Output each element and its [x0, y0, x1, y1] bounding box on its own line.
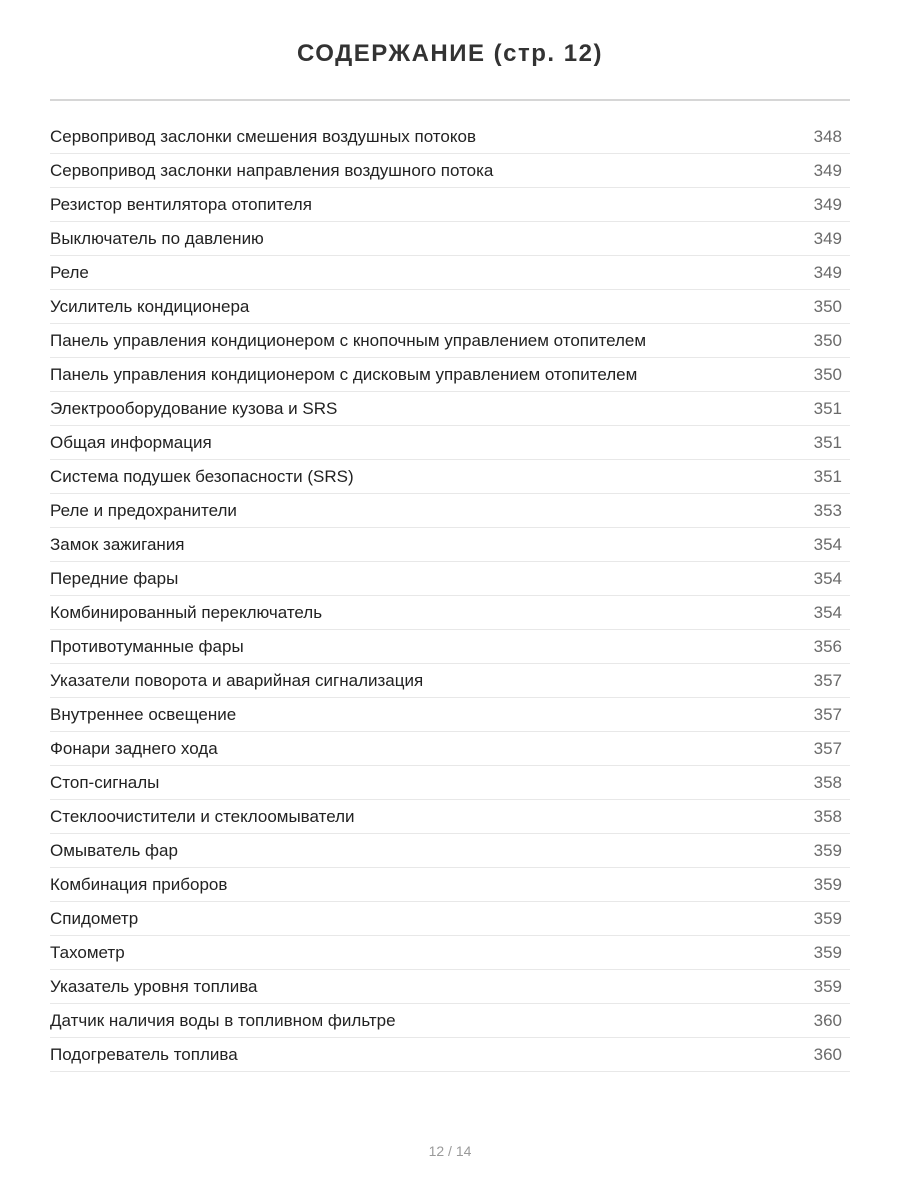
toc-entry-page-number[interactable]: 358 [813, 806, 842, 826]
toc-entry-title[interactable]: Противотуманные фары [50, 636, 244, 656]
toc-entry[interactable] [50, 664, 850, 698]
toc-entry-title[interactable]: Сервопривод заслонки направления воздушного потока [50, 160, 494, 180]
toc-entry-page-number[interactable]: 359 [813, 976, 842, 996]
page-indicator: 12 / 14 [428, 1143, 472, 1159]
toc-entry-title[interactable]: Подогреватель топлива [50, 1044, 238, 1064]
toc-entry-title[interactable]: Панель управления кондиционером с кнопочным управлением отопителем [50, 330, 647, 350]
toc-entry-page-number[interactable]: 349 [813, 228, 842, 248]
toc-entry-title[interactable]: Выключатель по давлению [50, 228, 264, 248]
toc-entry-page-number[interactable]: 360 [813, 1010, 842, 1030]
toc-entry-title[interactable]: Передние фары [50, 568, 179, 588]
toc-entry-page-number[interactable]: 350 [813, 364, 842, 384]
toc-entry-title[interactable]: Внутреннее освещение [50, 704, 237, 724]
toc-entry[interactable] [50, 426, 850, 460]
toc-entry[interactable] [50, 460, 850, 494]
toc-entry-title[interactable]: Указатель уровня топлива [50, 976, 258, 996]
toc-entry-title[interactable]: Электрооборудование кузова и SRS [50, 398, 338, 418]
toc-entry-title[interactable]: Тахометр [50, 942, 125, 962]
toc-entry-title[interactable]: Стеклоочистители и стеклоомыватели [50, 806, 355, 826]
toc-entry-page-number[interactable]: 359 [813, 874, 842, 894]
toc-entry-title[interactable]: Панель управления кондиционером с дисковым управлением отопителем [50, 364, 638, 384]
toc-entry-title[interactable]: Реле [50, 262, 89, 282]
toc-entry[interactable] [50, 120, 850, 154]
toc-entry[interactable] [50, 868, 850, 902]
toc-entry[interactable] [50, 970, 850, 1004]
toc-entry-title[interactable]: Фонари заднего хода [50, 738, 218, 758]
toc-entry-page-number[interactable]: 349 [813, 262, 842, 282]
toc-entry-page-number[interactable]: 359 [813, 942, 842, 962]
toc-entry-page-number[interactable]: 359 [813, 908, 842, 928]
toc-entry-title[interactable]: Сервопривод заслонки смешения воздушных потоков [50, 126, 476, 146]
toc-entry-page-number[interactable]: 351 [813, 398, 842, 418]
toc-entry[interactable] [50, 596, 850, 630]
toc-entry-page-number[interactable]: 351 [813, 466, 842, 486]
toc-entry[interactable] [50, 494, 850, 528]
toc-entry-page-number[interactable]: 349 [813, 194, 842, 214]
toc-entry[interactable] [50, 154, 850, 188]
toc-entry[interactable] [50, 732, 850, 766]
toc-entry-page-number[interactable]: 353 [813, 500, 842, 520]
toc-entry-page-number[interactable]: 359 [813, 840, 842, 860]
toc-entry[interactable] [50, 324, 850, 358]
toc-entry-title[interactable]: Спидометр [50, 908, 139, 928]
toc-entry[interactable] [50, 630, 850, 664]
toc-entry[interactable] [50, 1038, 850, 1072]
toc-entry-page-number[interactable]: 357 [813, 670, 842, 690]
toc-entry-page-number[interactable]: 354 [813, 568, 842, 588]
toc-entry[interactable] [50, 222, 850, 256]
toc-entry-title[interactable]: Омыватель фар [50, 840, 178, 860]
toc-entry-title[interactable]: Усилитель кондиционера [50, 296, 250, 316]
toc-entry-page-number[interactable]: 357 [813, 738, 842, 758]
toc-entry[interactable] [50, 936, 850, 970]
toc-entry-page-number[interactable]: 349 [813, 160, 842, 180]
title-divider [50, 99, 850, 101]
toc-entry[interactable] [50, 358, 850, 392]
toc-entry-page-number[interactable]: 350 [813, 330, 842, 350]
toc-entry[interactable] [50, 698, 850, 732]
toc-entry[interactable] [50, 834, 850, 868]
toc-entry-page-number[interactable]: 351 [813, 432, 842, 452]
toc-entry-title[interactable]: Датчик наличия воды в топливном фильтре [50, 1010, 396, 1030]
toc-entry[interactable] [50, 902, 850, 936]
toc-entry[interactable] [50, 290, 850, 324]
toc-entry[interactable] [50, 256, 850, 290]
toc-entry-title[interactable]: Реле и предохранители [50, 500, 237, 520]
toc-entry-title[interactable]: Указатели поворота и аварийная сигнализация [50, 670, 424, 690]
page-title: СОДЕРЖАНИЕ (стр. 12) [297, 40, 603, 67]
toc-entry[interactable] [50, 766, 850, 800]
toc-entry-title[interactable]: Комбинированный переключатель [50, 602, 323, 622]
toc-entry-title[interactable]: Комбинация приборов [50, 874, 228, 894]
toc-entry-title[interactable]: Стоп-сигналы [50, 772, 160, 792]
toc-entry-page-number[interactable]: 354 [813, 602, 842, 622]
toc-entry-title[interactable]: Замок зажигания [50, 534, 185, 554]
toc-entry-title[interactable]: Система подушек безопасности (SRS) [50, 466, 354, 486]
toc-entry[interactable] [50, 188, 850, 222]
toc-entry-page-number[interactable]: 348 [813, 126, 842, 146]
toc-entry[interactable] [50, 800, 850, 834]
toc-entry-page-number[interactable]: 360 [813, 1044, 842, 1064]
toc-entry-title[interactable]: Общая информация [50, 432, 212, 452]
toc-entry-page-number[interactable]: 357 [813, 704, 842, 724]
toc-entry[interactable] [50, 562, 850, 596]
table-of-contents [50, 120, 850, 1072]
toc-entry-page-number[interactable]: 358 [813, 772, 842, 792]
toc-entry[interactable] [50, 392, 850, 426]
toc-entry-page-number[interactable]: 354 [813, 534, 842, 554]
toc-entry[interactable] [50, 1004, 850, 1038]
toc-entry-page-number[interactable]: 356 [813, 636, 842, 656]
toc-entry-title[interactable]: Резистор вентилятора отопителя [50, 194, 312, 214]
toc-entry-page-number[interactable]: 350 [813, 296, 842, 316]
toc-entry[interactable] [50, 528, 850, 562]
